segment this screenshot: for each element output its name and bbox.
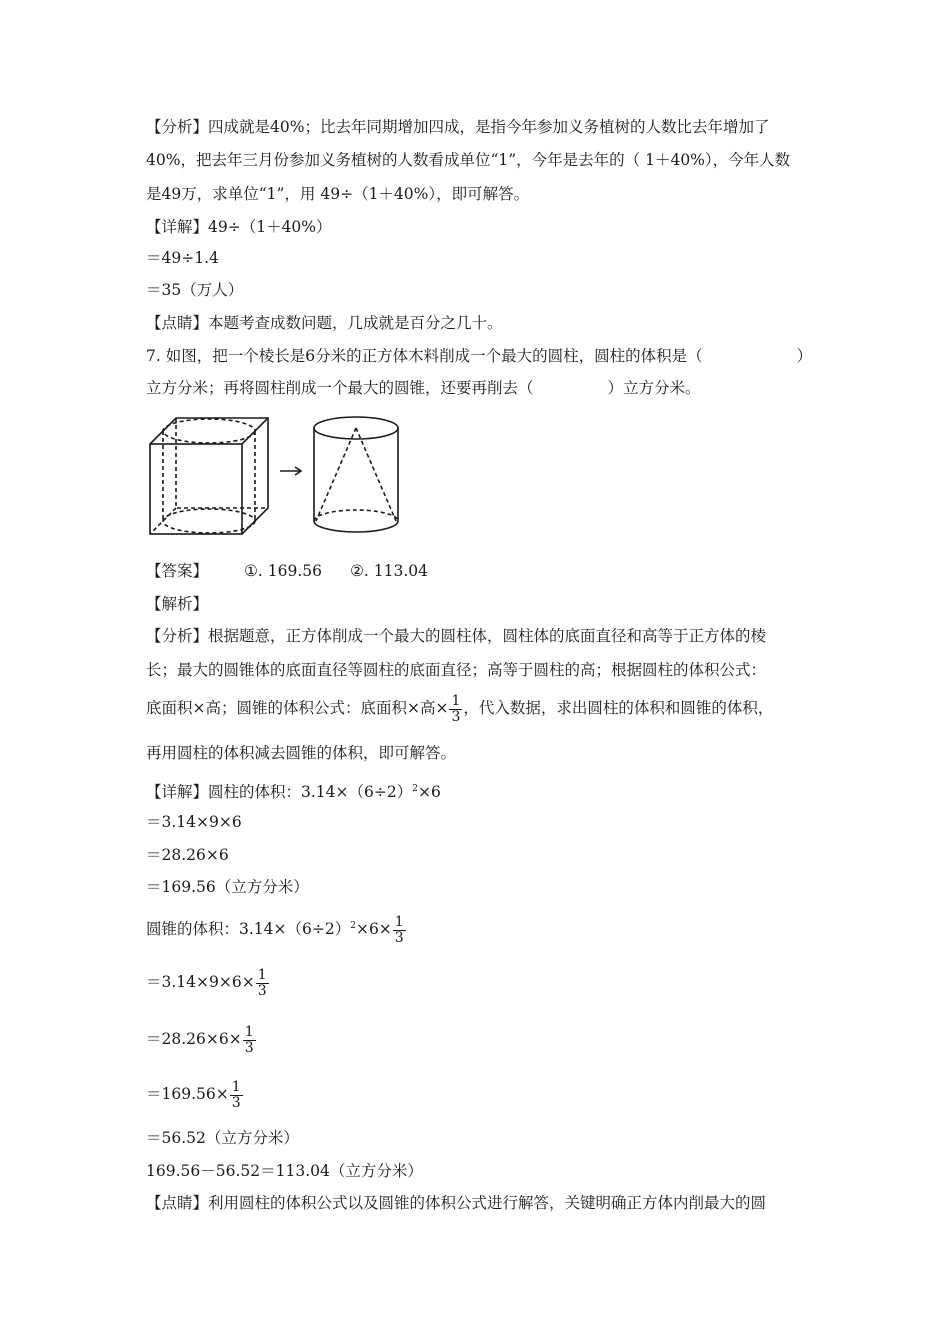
formula-analysis-line-1: 【分析】根据题意，正方体削成一个最大的圆柱体，圆柱体的底面直径和高等于正方体的棱 (146, 627, 767, 645)
question-7-text-d: ）立方分米。 (607, 379, 701, 397)
cone-volume-step-text: ＝3.14×9×6× (146, 973, 255, 991)
answer-label: 【答案】 (146, 562, 209, 580)
squared-superscript: 2 (350, 921, 356, 931)
question-7-text-a: 7. 如图，把一个棱长是6分米的正方体木料削成一个最大的圆柱，圆柱的体积是（ (146, 347, 703, 365)
cone-volume-step-text: ＝169.56× (146, 1085, 229, 1103)
question-7-text-b: ） (796, 347, 813, 365)
analysis-line-2: 40%，把去年三月份参加义务植树的人数看成单位“1”，今年是去年的（ 1＋40%），今年人数 (146, 151, 791, 169)
cylinder-volume-text-b: ×6 (417, 783, 441, 801)
explanation-label: 【解析】 (146, 595, 209, 613)
detail-line-1: 【详解】49÷（1＋40%） (146, 218, 332, 236)
fraction-denominator: 3 (257, 982, 267, 999)
cone-volume-line-5: ＝56.52（立方分米） (146, 1129, 299, 1147)
fraction-numerator: 1 (257, 966, 267, 983)
cylinder-volume-line-1 (146, 779, 441, 802)
detail-line-2: ＝49÷1.4 (146, 249, 219, 267)
fraction-denominator: 3 (394, 929, 404, 946)
question-7-line-1 (146, 346, 812, 366)
cone-volume-line-1 (146, 911, 407, 946)
fraction-one-third (393, 915, 406, 946)
analysis-line-1: 【分析】四成就是40%；比去年同期增加四成，是指今年参加义务植树的人数比去年增加了 (146, 118, 770, 136)
cylinder-shape (314, 417, 398, 532)
formula-text-a: 底面积×高；圆锥的体积公式：底面积×高× (146, 699, 449, 717)
cone-volume-line-2 (146, 967, 270, 999)
cylinder-volume-line-2: ＝3.14×9×6 (146, 813, 242, 831)
squared-superscript: 2 (412, 784, 418, 794)
formula-analysis-line-2: 长；最大的圆锥体的底面直径等圆柱的底面直径；高等于圆柱的高；根据圆柱的体积公式： (146, 661, 767, 679)
cone-volume-text-b: ×6× (355, 920, 392, 938)
fraction-one-third (243, 1025, 256, 1056)
answer-line (146, 561, 428, 581)
fraction-denominator: 3 (231, 1094, 241, 1111)
formula-analysis-line-4: 再用圆柱的体积减去圆锥的体积，即可解答。 (146, 744, 457, 762)
cone-volume-step-text: ＝28.26×6× (146, 1030, 242, 1048)
fraction-denominator: 3 (451, 708, 461, 725)
question-7-text-c: 立方分米；再将圆柱削成一个最大的圆锥，还要再削去（ (146, 379, 534, 397)
answer-2: ②. 113.04 (350, 562, 428, 580)
cube-cylinder-cone-figure (146, 414, 406, 539)
final-comment-line: 【点睛】利用圆柱的体积公式以及圆锥的体积公式进行解答，关键明确正方体内削最大的圆 (146, 1194, 767, 1212)
fraction-numerator: 1 (451, 692, 461, 709)
difference-line: 169.56－56.52＝113.04（立方分米） (146, 1162, 423, 1180)
cone-shape (316, 428, 396, 521)
cylinder-volume-line-3: ＝28.26×6 (146, 846, 229, 864)
fraction-one-third (449, 694, 462, 725)
fraction-numerator: 1 (394, 913, 404, 930)
arrow-icon (280, 467, 301, 475)
formula-analysis-line-3 (146, 693, 773, 725)
fraction-one-third (256, 968, 269, 999)
cone-volume-line-3 (146, 1024, 257, 1056)
detail-line-3: ＝35（万人） (146, 281, 244, 299)
cylinder-volume-text-a: 【详解】圆柱的体积：3.14×（6÷2） (146, 783, 413, 801)
formula-text-b: ，代入数据，求出圆柱的体积和圆锥的体积， (463, 699, 774, 717)
cone-volume-text-a: 圆锥的体积：3.14×（6÷2） (146, 920, 351, 938)
fraction-denominator: 3 (244, 1039, 254, 1056)
cone-volume-line-4 (146, 1079, 244, 1111)
fraction-numerator: 1 (244, 1023, 254, 1040)
fraction-one-third (230, 1080, 243, 1111)
cube-shape (150, 418, 268, 534)
analysis-line-3: 是49万，求单位“1”，用 49÷（1＋40%），即可解答。 (146, 185, 530, 203)
answer-1: ①. 169.56 (244, 562, 322, 580)
comment-line: 【点睛】本题考查成数问题，几成就是百分之几十。 (146, 314, 503, 332)
fraction-numerator: 1 (231, 1078, 241, 1095)
cylinder-volume-line-4: ＝169.56（立方分米） (146, 878, 309, 896)
question-7-line-2 (146, 378, 701, 398)
